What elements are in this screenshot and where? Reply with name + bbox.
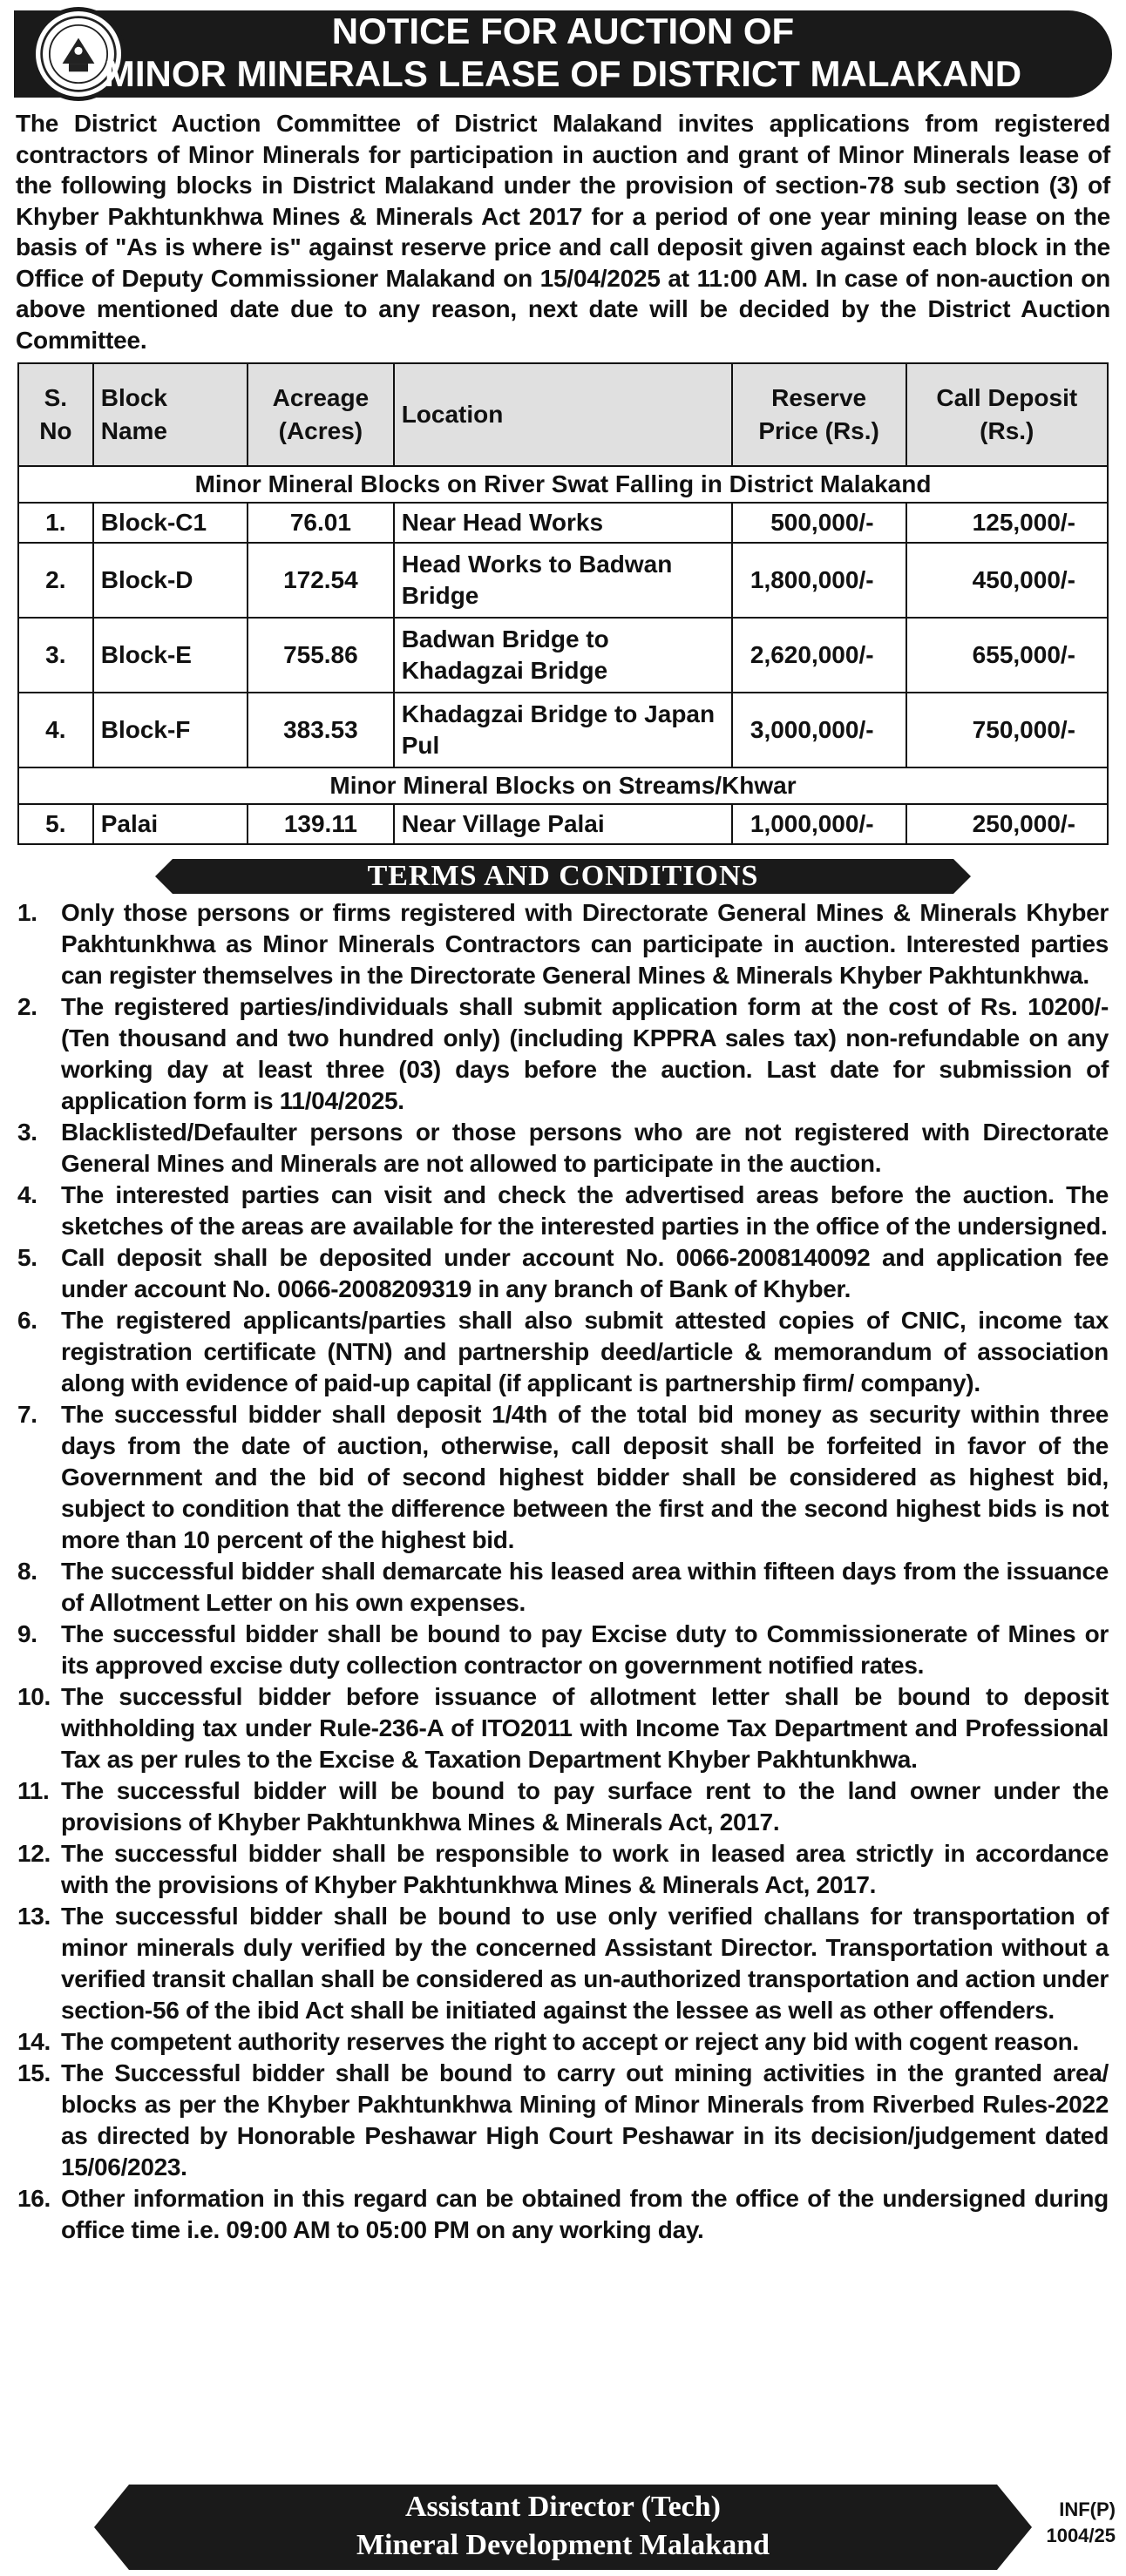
cell-sno: 2. (18, 543, 93, 618)
blocks-table (17, 362, 1109, 845)
term-text: Other information in this regard can be obtained from the office of the undersigned during office time i.e. 09:00 AM to 05:00 PM on any working day. (61, 2185, 1109, 2243)
term-number: 1. (17, 899, 37, 926)
term-text: The competent authority reserves the right to accept or reject any bid with cogent reason. (61, 2028, 1079, 2055)
header-deposit: Call Deposit (Rs.) (906, 363, 1108, 466)
header-acreage: Acreage (Acres) (248, 363, 394, 466)
title-line-2: MINOR MINERALS LEASE OF DISTRICT MALAKAND (104, 53, 1022, 94)
term-number: 14. (17, 2028, 51, 2055)
group-row-streams (18, 767, 1108, 804)
term-number: 16. (17, 2185, 51, 2212)
signatory-title: Assistant Director (Tech) (405, 2491, 721, 2523)
list-item (17, 1305, 1109, 1399)
term-text: The successful bidder shall be bound to pay Excise duty to Commissionerate of Mines or its approved excise duty collection contractor on government notified rates. (61, 1620, 1109, 1679)
cell-location: Near Village Palai (394, 804, 732, 844)
intro-bold-date: 15/04/2025 at 11:00 AM (539, 264, 802, 292)
term-number: 15. (17, 2059, 51, 2086)
signatory-office: Mineral Development Malakand (356, 2529, 770, 2561)
term-text: The Successful bidder shall be bound to carry out mining activities in the granted area/ blocks as per the Khyber Pakhtunkhwa Mining of Minor Minerals from Riverbed Rules-2022 as directed by Honorable Peshawar High Court Peshawar in its decision/judgement dated 15/06/2023. (61, 2059, 1109, 2180)
cell-acreage: 172.54 (248, 543, 394, 618)
cell-acreage: 76.01 (248, 503, 394, 543)
cell-block: Palai (93, 804, 248, 844)
intro-part-1: The District Auction Committee of District Malakand invites applications from registered contractors of Minor Minerals for participation in auction and grant of Minor Minerals lease of the following blocks in District Malakand under the provision of section-78 sub section (3) of Khyber Pakhtunkhwa Mines & Minerals Act 2017 for a period of one year mining lease on the basis of (16, 110, 1110, 260)
cell-block: Block-F (93, 693, 248, 767)
list-item (17, 2183, 1109, 2246)
term-text: The successful bidder shall be bound to use only verified challans for transportation of minor minerals duly verified by the concerned Assistant Director. Transportation without a verified transit challan shall be considered as un-authorized transportation and action under section-56 of the ibid Act shall be initiated against the lessee as well as other offenders. (61, 1903, 1109, 2024)
title-line-1: NOTICE FOR AUCTION OF (331, 10, 795, 51)
list-item (17, 1681, 1109, 1775)
cell-location: Khadagzai Bridge to Japan Pul (394, 693, 732, 767)
list-item (17, 897, 1109, 991)
table-row (18, 503, 1108, 543)
term-number: 2. (17, 993, 37, 1020)
term-text: The interested parties can visit and check the advertised areas before the auction. The sketches of the areas are available for the interested parties in the office of the undersigned. (61, 1181, 1109, 1240)
terms-list (7, 894, 1119, 2246)
cell-block: Block-E (93, 618, 248, 693)
term-number: 3. (17, 1119, 37, 1146)
term-text: The successful bidder shall deposit 1/4th of the total bid money as security within three days from the date of auction, otherwise, call deposit shall be forfeited in favor of the Government and the bid of second highest bidder shall be considered as highest bid, subject to condition that the difference between the first and the second highest bids is not more than 10 percent of the highest bid. (61, 1401, 1109, 1553)
term-text: The successful bidder shall be responsible to work in leased area strictly in accordance with the provisions of Khyber Pakhtunkhwa Mines & Minerals Act, 2017. (61, 1840, 1109, 1898)
cell-sno: 3. (18, 618, 93, 693)
blocks-table-wrap (7, 355, 1119, 845)
terms-title: TERMS AND CONDITIONS (367, 860, 759, 892)
cell-sno: 4. (18, 693, 93, 767)
inf-line-2: 1004/25 (1046, 2525, 1116, 2546)
header-sno: S. No (18, 363, 93, 466)
list-item (17, 1556, 1109, 1619)
term-number: 6. (17, 1307, 37, 1334)
term-number: 13. (17, 1903, 51, 1930)
signatory-block (7, 2488, 1119, 2565)
list-item (17, 1117, 1109, 1180)
term-number: 12. (17, 1840, 51, 1867)
cell-location: Head Works to Badwan Bridge (394, 543, 732, 618)
footer (7, 2478, 1119, 2575)
list-item (17, 2058, 1109, 2183)
table-row (18, 618, 1108, 693)
header-location: Location (394, 363, 732, 466)
term-number: 11. (17, 1777, 50, 1804)
term-text: The successful bidder before issuance of allotment letter shall be bound to deposit withholding tax under Rule-236-A of ITO2011 with Income Tax Department and Professional Tax as per rules to the Excise & Taxation Department Khyber Pakhtunkhwa. (61, 1683, 1109, 1773)
intro-bold-as-is: "As is where is" (115, 233, 302, 260)
list-item (17, 1838, 1109, 1901)
term-text: The successful bidder will be bound to pay surface rent to the land owner under the provisions of Khyber Pakhtunkhwa Mines & Minerals Act, 2017. (61, 1777, 1109, 1836)
list-item (17, 1775, 1109, 1838)
terms-heading-band (7, 859, 1119, 894)
cell-location: Badwan Bridge to Khadagzai Bridge (394, 618, 732, 693)
intro-paragraph (7, 105, 1119, 355)
term-text: The successful bidder shall demarcate his leased area within fifteen days from the issuance of Allotment Letter on his own expenses. (61, 1558, 1109, 1616)
group-row-river-swat (18, 466, 1108, 503)
list-item (17, 1399, 1109, 1556)
table-header-row (18, 363, 1108, 466)
cell-acreage: 755.86 (248, 618, 394, 693)
table-row (18, 693, 1108, 767)
group-label: Minor Mineral Blocks on Streams/Khwar (18, 767, 1108, 804)
list-item (17, 2026, 1109, 2058)
term-text: Call deposit shall be deposited under account No. 0066-2008140092 and application fee under account No. 0066-2008209319 in any branch of Bank of Khyber. (61, 1244, 1109, 1302)
cell-deposit: 655,000/- (906, 618, 1108, 693)
cell-block: Block-C1 (93, 503, 248, 543)
table-row (18, 804, 1108, 844)
term-number: 4. (17, 1181, 37, 1208)
header-reserve: Reserve Price (Rs.) (732, 363, 906, 466)
notice-page (0, 3, 1126, 2576)
list-item (17, 1901, 1109, 2026)
term-number: 7. (17, 1401, 37, 1428)
inf-line-1: INF(P) (1059, 2498, 1116, 2520)
cell-reserve: 3,000,000/- (732, 693, 906, 767)
cell-deposit: 250,000/- (906, 804, 1108, 844)
cell-reserve: 2,620,000/- (732, 618, 906, 693)
cell-location: Near Head Works (394, 503, 732, 543)
term-number: 8. (17, 1558, 37, 1585)
term-text: Only those persons or firms registered with Directorate General Mines & Minerals Khyber Pakhtunkhwa as Minor Minerals Contractors can participate in auction. Interested parties can register themselves in the Directorate General Mines & Minerals Khyber Pakhtunkhwa. (61, 899, 1109, 989)
inf-reference (1046, 2497, 1116, 2549)
header (7, 3, 1119, 105)
cell-reserve: 500,000/- (732, 503, 906, 543)
term-number: 5. (17, 1244, 37, 1271)
cell-deposit: 750,000/- (906, 693, 1108, 767)
cell-acreage: 383.53 (248, 693, 394, 767)
list-item (17, 1242, 1109, 1305)
cell-reserve: 1,800,000/- (732, 543, 906, 618)
header-block: Block Name (93, 363, 248, 466)
cell-deposit: 125,000/- (906, 503, 1108, 543)
cell-acreage: 139.11 (248, 804, 394, 844)
cell-sno: 1. (18, 503, 93, 543)
cell-deposit: 450,000/- (906, 543, 1108, 618)
list-item (17, 1619, 1109, 1681)
intro-part-3: . In case of non-auction on above mentioned date due to any reason, next date will be decided by the District Auction Committee. (16, 264, 1111, 354)
list-item (17, 1180, 1109, 1242)
notice-title (7, 10, 1119, 96)
cell-sno: 5. (18, 804, 93, 844)
term-text: The registered parties/individuals shall submit application form at the cost of Rs. 10200/- (Ten thousand and two hundred only) (including KPPRA sales tax) non-refundable on any working day at least three (03) days before the auction. Last date for submission of application form is 11/04/2025. (61, 993, 1109, 1114)
list-item (17, 991, 1109, 1117)
term-text: The registered applicants/parties shall also submit attested copies of CNIC, income tax registration certificate (NTN) and partnership deed/article & memorandum of association along with evidence of paid-up capital (if applicant is partnership firm/ company). (61, 1307, 1109, 1396)
term-number: 10. (17, 1683, 51, 1710)
table-row (18, 543, 1108, 618)
cell-block: Block-D (93, 543, 248, 618)
term-text: Blacklisted/Defaulter persons or those persons who are not registered with Directorate General Mines and Minerals are not allowed to participate in the auction. (61, 1119, 1109, 1177)
group-label: Minor Mineral Blocks on River Swat Falling in District Malakand (18, 466, 1108, 503)
intro-part-2: against reserve price and call deposit given against each block in the Office of Deputy Commissioner Malakand on (16, 233, 1110, 292)
term-number: 9. (17, 1620, 37, 1647)
cell-reserve: 1,000,000/- (732, 804, 906, 844)
